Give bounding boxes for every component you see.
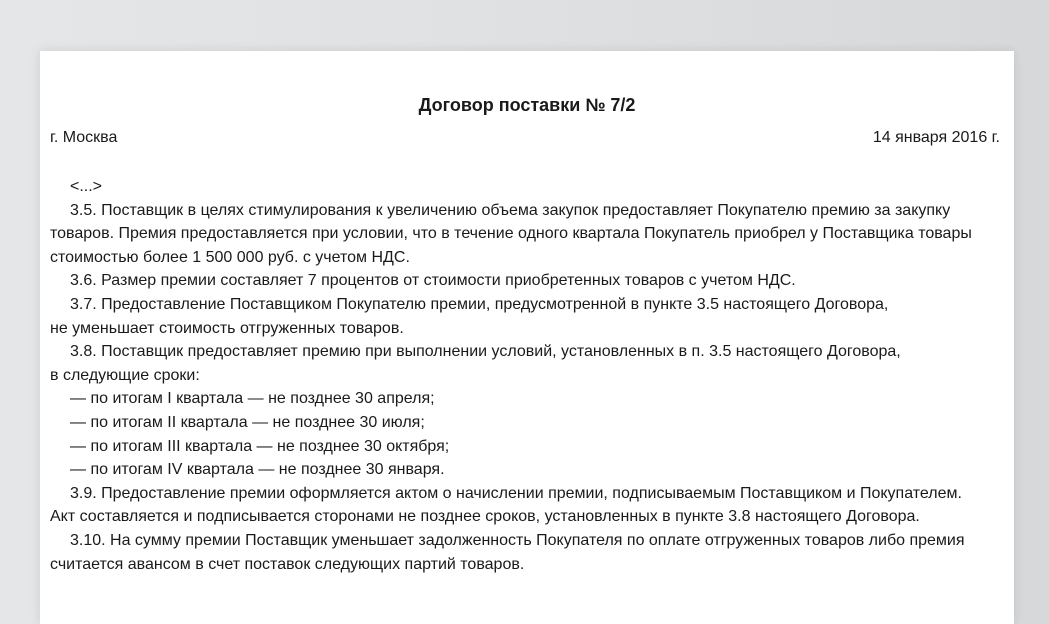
paragraph-line: — по итогам II квартала — не позднее 30 июля; — [70, 413, 425, 431]
paragraph-line: 3.10. На сумму премии Поставщик уменьшает задолженность Покупателя по оплате отгруженных товаров либо премия — [70, 531, 965, 549]
paragraph-line: — по итогам I квартала — не позднее 30 апреля; — [70, 390, 435, 408]
paragraph-line: считается авансом в счет поставок следующих партий товаров. — [50, 555, 525, 573]
paragraph-line: 3.7. Предоставление Поставщиком Покупателю премии, предусмотренной в пункте 3.5 настоящего Договора, — [70, 295, 889, 313]
paragraph-line: 3.8. Поставщик предоставляет премию при выполнении условий, установленных в п. 3.5 настоящего Договора, — [70, 343, 901, 361]
paragraph-line: 3.6. Размер премии составляет 7 процентов от стоимости приобретенных товаров с учетом НДС. — [70, 272, 796, 290]
paragraph-line: — по итогам III квартала — не позднее 30 октября; — [70, 437, 450, 455]
document-date: 14 января 2016 г. — [872, 129, 1000, 146]
paragraph-line: товаров. Премия предоставляется при условии, что в течение одного квартала Покупатель приобрел у Поставщика товары — [50, 225, 972, 243]
paragraph-line: не уменьшает стоимость отгруженных товаров. — [50, 319, 404, 337]
paragraph-line: стоимостью более 1 500 000 руб. с учетом НДС. — [50, 248, 410, 266]
paragraph-line: 3.9. Предоставление премии оформляется актом о начислении премии, подписываемым Поставщиком и Покупателем. — [70, 484, 962, 502]
paragraph-line: — по итогам IV квартала — не позднее 30 января. — [70, 461, 445, 479]
paragraph-line: Акт составляется и подписывается сторонами не позднее сроков, установленных в пункте 3.8 настоящего Договора. — [50, 508, 920, 526]
place-date-row — [50, 128, 1000, 148]
document-city: г. Москва — [50, 129, 118, 146]
document-title: Договор поставки № 7/2 — [418, 95, 636, 115]
paragraph-line: <...> — [70, 178, 103, 195]
document-page — [40, 51, 1014, 624]
paragraph-line: в следующие сроки: — [50, 366, 200, 384]
paragraph-line: 3.5. Поставщик в целях стимулирования к увеличению объема закупок предоставляет Покупателю премию за закупку — [70, 201, 951, 219]
document-body — [50, 175, 1000, 576]
